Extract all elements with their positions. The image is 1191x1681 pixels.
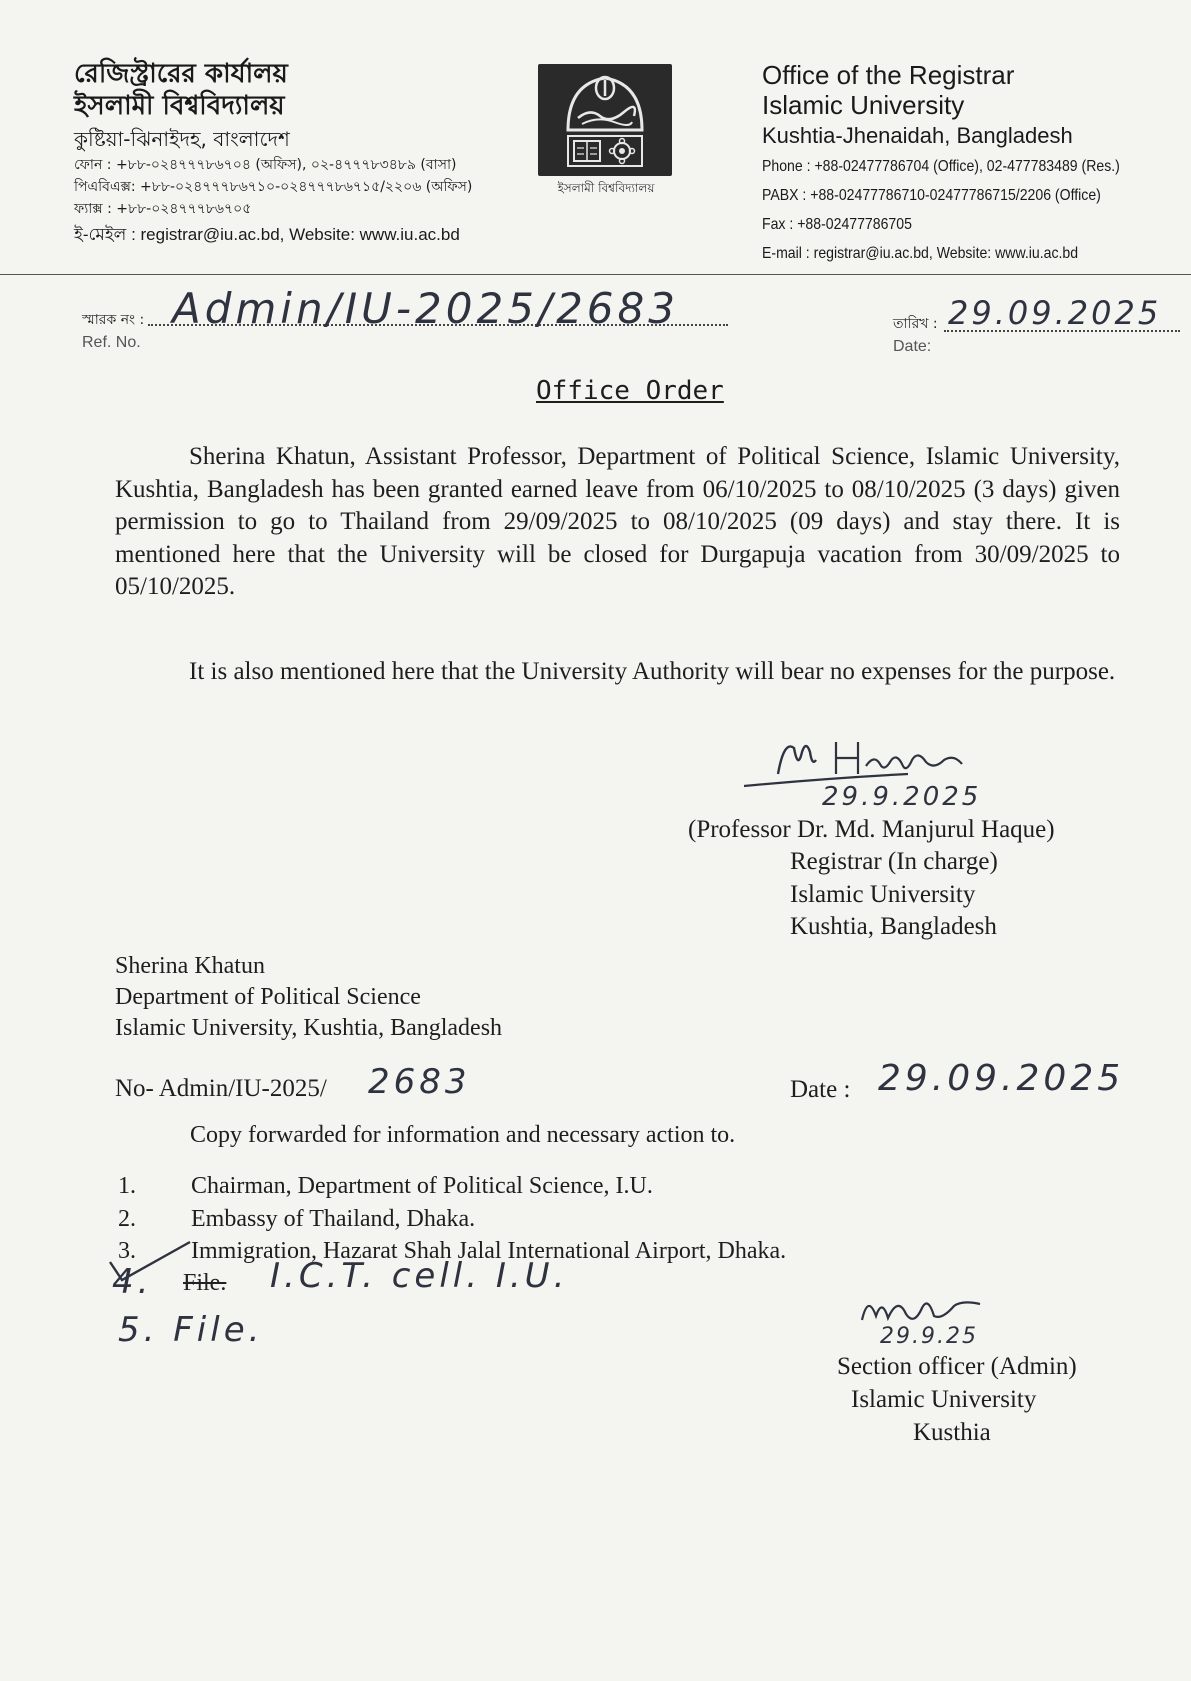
section-officer-institution: Islamic University (851, 1386, 1037, 1413)
letterhead-en-fax: Fax : +88-02477786705 (762, 216, 912, 233)
registrar-location: Kushtia, Bangladesh (790, 913, 997, 940)
list-item-text: Embassy of Thailand, Dhaka. (191, 1205, 476, 1232)
registrar-details (790, 846, 998, 944)
university-seal-icon (538, 64, 672, 176)
letterhead-en-office: Office of the Registrar (762, 60, 1015, 90)
list-item-number: 3. (118, 1238, 136, 1264)
letterhead-bn-email: ই-মেইল : registrar@iu.ac.bd, Website: www.iu.ac.bd (74, 225, 460, 244)
letterhead-en-university: Islamic University (762, 90, 965, 120)
letterhead-bn-phone: ফোন : +৮৮-০২৪৭৭৭৮৬৭০৪ (অফিস), ০২-৪৭৭৭৮৩৪৮৯ (বাসা) (74, 157, 457, 173)
registrar-designation: Registrar (In charge) (790, 848, 998, 875)
body-paragraph-2: It is also mentioned here that the University Authority will bear no expenses for the purpose. (189, 658, 1116, 685)
registrar-name: (Professor Dr. Md. Manjurul Haque) (688, 816, 1055, 843)
ref-number-handwritten: Admin/IU-2025/2683 (172, 284, 679, 333)
letterhead-bn-fax: ফ্যাক্স : +৮৮-০২৪৭৭৭৮৬৭০৫ (74, 201, 252, 217)
letterhead-bn-location: কুষ্টিয়া-ঝিনাইদহ, বাংলাদেশ (74, 127, 290, 151)
letterhead-en-email: E-mail : registrar@iu.ac.bd, Website: www.iu.ac.bd (762, 245, 1079, 262)
letterhead-en-phone: Phone : +88-02477786704 (Office), 02-477783489 (Res.) (762, 158, 1120, 175)
logo-caption: ইসলামী বিশ্ববিদ্যালয় (557, 181, 655, 195)
university-logo (538, 64, 674, 200)
date-handwritten: 29.09.2025 (948, 294, 1162, 332)
letterhead-bn-office: রেজিস্ট্রারের কার্যালয় (74, 59, 288, 89)
date-label-bengali: তারিখ : (893, 316, 938, 332)
registrar-institution: Islamic University (790, 880, 976, 908)
registrar-signature-date: 29.9.2025 (822, 782, 982, 812)
section-officer-block (837, 1350, 1077, 1449)
letterhead-bengali (74, 58, 472, 248)
letterhead-bn-pabx: পিএবিএক্স: +৮৮-০২৪৭৭৭৮৬৭১০-০২৪৭৭৭৮৬৭১৫/২২০৬ (অফিস) (74, 179, 473, 195)
list-item-number: 1. (118, 1173, 136, 1199)
document-title: Office Order (536, 376, 724, 406)
memo-date-handwritten: 29.09.2025 (878, 1058, 1125, 1099)
addressee-department: Department of Political Science (115, 984, 421, 1010)
copy-forwarded-text: Copy forwarded for information and necessary action to. (190, 1122, 736, 1148)
list-item-text: Immigration, Hazarat Shah Jalal International Airport, Dhaka. (191, 1238, 787, 1264)
handwritten-item4-struck: File. (183, 1270, 227, 1296)
addressee-name: Sherina Khatun (115, 953, 265, 979)
date-label-english: Date: (893, 338, 932, 355)
letterhead-bn-university: ইসলামী বিশ্ববিদ্যালয় (74, 91, 285, 121)
list-item (118, 1203, 786, 1236)
body-paragraph-1: Sherina Khatun, Assistant Professor, Department of Political Science, Islamic University, Kushtia, Bangladesh has been granted earned leave from 06/10/2025 to 08/10/2025 (3 days) given permission to go to Thailand from 29/09/2025 to 08/10/2025 (09 days) and stay there. It is mentioned here that the University will be closed for Durgapuja vacation from 30/09/2025 to 05/10/2025. (115, 443, 1120, 600)
ref-label-english: Ref. No. (82, 334, 141, 351)
letterhead-divider (0, 274, 1191, 275)
letterhead-english (762, 60, 1169, 268)
list-item-text: Chairman, Department of Political Science, I.U. (191, 1173, 653, 1199)
distribution-list (118, 1170, 786, 1268)
list-item (118, 1170, 786, 1203)
section-officer-signature-date: 29.9.25 (880, 1324, 978, 1349)
list-item-number: 2. (118, 1205, 136, 1232)
handwritten-item4-number: 4. (112, 1262, 153, 1302)
letterhead-en-pabx: PABX : +88-02477786710-02477786715/2206 (Office) (762, 187, 1101, 204)
addressee-block (115, 951, 502, 1044)
letterhead-en-location: Kushtia-Jhenaidah, Bangladesh (762, 123, 1073, 148)
memo-number-handwritten: 2683 (368, 1062, 471, 1102)
ref-label-bengali: স্মারক নং : (82, 312, 145, 328)
section-officer-title: Section officer (Admin) (837, 1353, 1077, 1380)
handwritten-item5: 5. File. (118, 1310, 264, 1350)
memo-number-prefix: No- Admin/IU-2025/ (115, 1075, 327, 1102)
memo-date-label: Date : (790, 1076, 851, 1103)
addressee-institution: Islamic University, Kushtia, Bangladesh (115, 1015, 503, 1041)
handwritten-item4-text: I.C.T. cell. I.U. (270, 1256, 569, 1296)
section-officer-location: Kusthia (913, 1419, 991, 1446)
